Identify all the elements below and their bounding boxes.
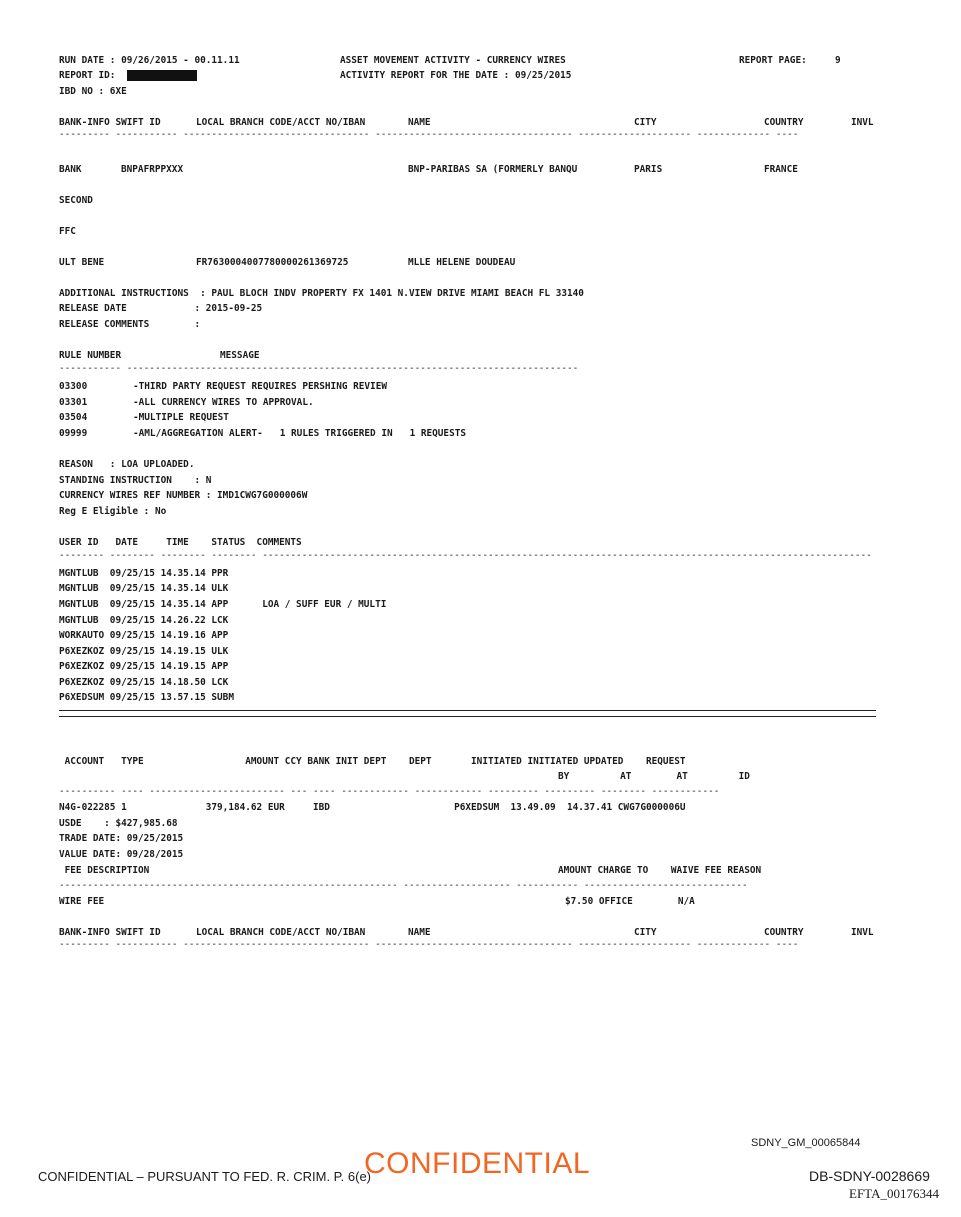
rule-code: 03301 (59, 397, 88, 408)
section-divider (59, 710, 876, 717)
rule-code: 03300 (59, 381, 88, 392)
log-rule: -------- -------- -------- -------- ------------------------------------------------------------------------------------------------------------ (59, 552, 872, 560)
bank-country: FRANCE (764, 164, 798, 175)
rule-message: -MULTIPLE REQUEST (133, 412, 229, 423)
rule-code: 09999 (59, 428, 88, 439)
log-row: P6XEZKOZ 09/25/15 14.19.15 APP (59, 661, 229, 672)
report-title: ASSET MOVEMENT ACTIVITY - CURRENCY WIRES (340, 55, 566, 66)
run-date: RUN DATE : 09/26/2015 - 00.11.11 (59, 55, 240, 66)
account-rule: ---------- ---- ------------------------ --- ---- ------------ ------------ --------- --------- -------- ------------ (59, 788, 720, 796)
release-date: RELEASE DATE : 2015-09-25 (59, 303, 263, 314)
account-row: N4G-022285 1 379,184.62 EUR IBD P6XEDSUM 13.49.09 14.37.41 CWG7G000006U (59, 802, 686, 813)
bank-swift: BNPAFRPPXXX (121, 164, 184, 175)
rule-message: -THIRD PARTY REQUEST REQUIRES PERSHING REVIEW (133, 381, 387, 392)
fee-desc: WIRE FEE (59, 896, 105, 907)
rule-number-header: RULE NUMBER (59, 350, 122, 361)
log-row: MGNTLUB 09/25/15 14.35.14 PPR (59, 568, 229, 579)
fee-values: $7.50 OFFICE N/A (565, 896, 695, 907)
bank-city: PARIS (634, 164, 663, 175)
bank-col-country: COUNTRY (764, 117, 804, 128)
bank-col-branch: LOCAL BRANCH CODE/ACCT NO/IBAN (196, 117, 366, 128)
log-row: WORKAUTO 09/25/15 14.19.16 APP (59, 630, 229, 641)
account-header-line2: BY AT AT ID (558, 771, 750, 782)
ult-bene-name: MLLE HELENE DOUDEAU (408, 257, 516, 268)
bank-col-country: COUNTRY (764, 927, 804, 938)
bank-col-name: NAME (408, 927, 431, 938)
account-header-line1: ACCOUNT TYPE AMOUNT CCY BANK INIT DEPT DEPT INITIATED INITIATED UPDATED REQUEST (59, 756, 686, 767)
bates-db-sdny: DB-SDNY-0028669 (809, 1168, 930, 1184)
value-date: VALUE DATE: 09/28/2015 (59, 849, 184, 860)
bank-header-rule: --------- ----------- --------------------------------- ----------------------------------- -------------------- ------------- ---- (59, 131, 799, 139)
log-header: USER ID DATE TIME STATUS COMMENTS (59, 537, 302, 548)
release-comments: RELEASE COMMENTS : (59, 319, 201, 330)
usde-value: USDE : $427,985.68 (59, 818, 178, 829)
report-id-label: REPORT ID: (59, 70, 116, 81)
bank-col-swift: BANK-INFO SWIFT ID (59, 927, 161, 938)
ult-bene-iban: FR7630004007780000261369725 (196, 257, 349, 268)
ffc-label: FFC (59, 226, 76, 237)
second-label: SECOND (59, 195, 93, 206)
bank-col-invl: INVL (851, 117, 874, 128)
additional-instructions: ADDITIONAL INSTRUCTIONS : PAUL BLOCH INDV PROPERTY FX 1401 N.VIEW DRIVE MIAMI BEACH FL 33140 (59, 288, 584, 299)
fee-header-cols: AMOUNT CHARGE TO WAIVE FEE REASON (558, 865, 762, 876)
fee-header-desc: FEE DESCRIPTION (59, 865, 150, 876)
rules-rule: ----------- -------------------------------------------------------------------------------- (59, 365, 579, 373)
bank-col-city: CITY (634, 927, 657, 938)
redaction-block (127, 70, 197, 81)
bank-name: BNP-PARIBAS SA (FORMERLY BANQU (408, 164, 578, 175)
efta-number: EFTA_00176344 (849, 1186, 939, 1201)
rule-code: 03504 (59, 412, 88, 423)
bank-col-swift: BANK-INFO SWIFT ID (59, 117, 161, 128)
log-row: MGNTLUB 09/25/15 14.35.14 ULK (59, 583, 229, 594)
reason: REASON : LOA UPLOADED. (59, 459, 195, 470)
log-row: P6XEDSUM 09/25/15 13.57.15 SUBM (59, 692, 234, 703)
log-row: P6XEZKOZ 09/25/15 14.18.50 LCK (59, 677, 229, 688)
standing-instruction: STANDING INSTRUCTION : N (59, 475, 212, 486)
rule-message: -AML/AGGREGATION ALERT- 1 RULES TRIGGERED IN 1 REQUESTS (133, 428, 467, 439)
activity-date: ACTIVITY REPORT FOR THE DATE : 09/25/2015 (340, 70, 572, 81)
log-row: P6XEZKOZ 09/25/15 14.19.15 ULK (59, 646, 229, 657)
confidential-notice: CONFIDENTIAL – PURSUANT TO FED. R. CRIM. P. 6(e) (38, 1169, 372, 1184)
trade-date: TRADE DATE: 09/25/2015 (59, 833, 184, 844)
ref-number: CURRENCY WIRES REF NUMBER : IMD1CWG7G000006W (59, 490, 308, 501)
bank-label: BANK (59, 164, 82, 175)
bates-sdny-gm: SDNY_GM_00065844 (751, 1137, 861, 1149)
bank-col-name: NAME (408, 117, 431, 128)
report-page: REPORT PAGE: 9 (739, 55, 841, 66)
bank-col-city: CITY (634, 117, 657, 128)
confidential-stamp: CONFIDENTIAL (364, 1147, 591, 1180)
bank-col-branch: LOCAL BRANCH CODE/ACCT NO/IBAN (196, 927, 366, 938)
fee-rule: ------------------------------------------------------------ ------------------- ----------- ----------------------------- (59, 882, 748, 890)
log-row: MGNTLUB 09/25/15 14.35.14 APP LOA / SUFF EUR / MULTI (59, 599, 387, 610)
rule-message: -ALL CURRENCY WIRES TO APPROVAL. (133, 397, 314, 408)
rule-message-header: MESSAGE (220, 350, 260, 361)
bank-col-invl: INVL (851, 927, 874, 938)
bank-header-rule: --------- ----------- --------------------------------- ----------------------------------- -------------------- ------------- ---- (59, 941, 799, 949)
ult-bene-label: ULT BENE (59, 257, 105, 268)
log-row: MGNTLUB 09/25/15 14.26.22 LCK (59, 615, 229, 626)
reg-e-eligible: Reg E Eligible : No (59, 506, 167, 517)
ibd-no: IBD NO : 6XE (59, 86, 127, 97)
